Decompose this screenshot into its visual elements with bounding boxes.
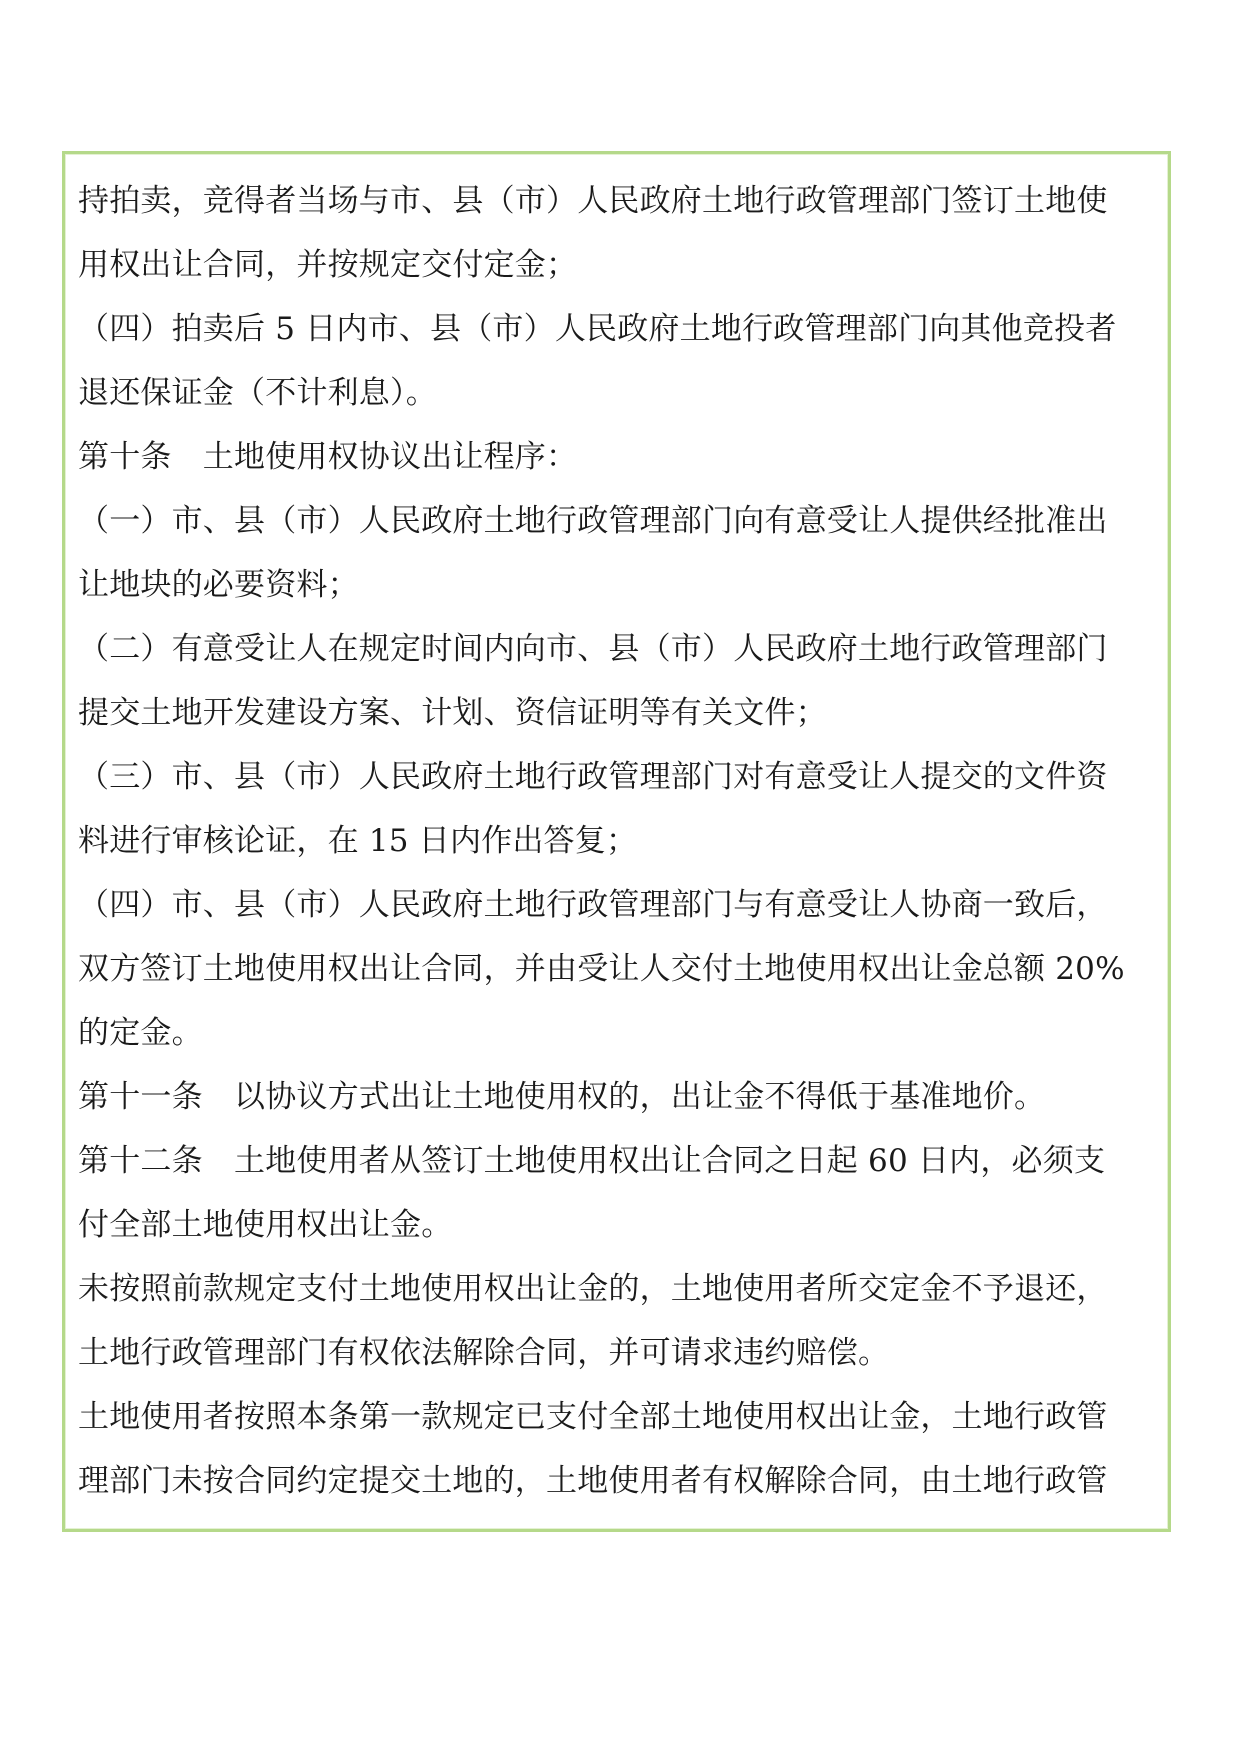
text-line: 用权出让合同，并按规定交付定金； (78, 247, 578, 283)
article-11: 第十一条 以协议方式出让土地使用权的，出让金不得低于基准地价。 (78, 1079, 1046, 1115)
text-line: 未按照前款规定支付土地使用权出让金的，土地使用者所交定金不予退还， (78, 1271, 1108, 1307)
article-12: 第十二条 土地使用者从签订土地使用权出让合同之日起 60 日内，必须支 (78, 1143, 1106, 1179)
content-frame (62, 151, 1171, 1532)
text-line: 的定金。 (78, 1015, 203, 1051)
text-line: （四）市、县（市）人民政府土地行政管理部门与有意受让人协商一致后， (78, 887, 1108, 923)
text-line: 料进行审核论证，在 15 日内作出答复； (78, 823, 638, 859)
text-line: 双方签订土地使用权出让合同，并由受让人交付土地使用权出让金总额 20% (78, 951, 1125, 987)
text-line: （二）有意受让人在规定时间内向市、县（市）人民政府土地行政管理部门 (78, 631, 1108, 667)
text-line: 土地行政管理部门有权依法解除合同，并可请求违约赔偿。 (78, 1335, 890, 1371)
text-line: （四）拍卖后 5 日内市、县（市）人民政府土地行政管理部门向其他竞投者 (78, 311, 1117, 347)
text-line: 退还保证金（不计利息）。 (78, 375, 437, 411)
text-line: 土地使用者按照本条第一款规定已支付全部土地使用权出让金，土地行政管 (78, 1399, 1108, 1435)
text-line: 提交土地开发建设方案、计划、资信证明等有关文件； (78, 695, 827, 731)
text-line: （一）市、县（市）人民政府土地行政管理部门向有意受让人提供经批准出 (78, 503, 1108, 539)
document-body (78, 169, 1158, 1513)
article-10-heading: 第十条 土地使用权协议出让程序： (78, 439, 578, 475)
text-line: （三）市、县（市）人民政府土地行政管理部门对有意受让人提交的文件资 (78, 759, 1108, 795)
text-line: 让地块的必要资料； (78, 567, 359, 603)
text-line: 持拍卖，竞得者当场与市、县（市）人民政府土地行政管理部门签订土地使 (78, 183, 1108, 219)
text-line: 理部门未按合同约定提交土地的，土地使用者有权解除合同，由土地行政管 (78, 1463, 1108, 1499)
text-line: 付全部土地使用权出让金。 (78, 1207, 453, 1243)
